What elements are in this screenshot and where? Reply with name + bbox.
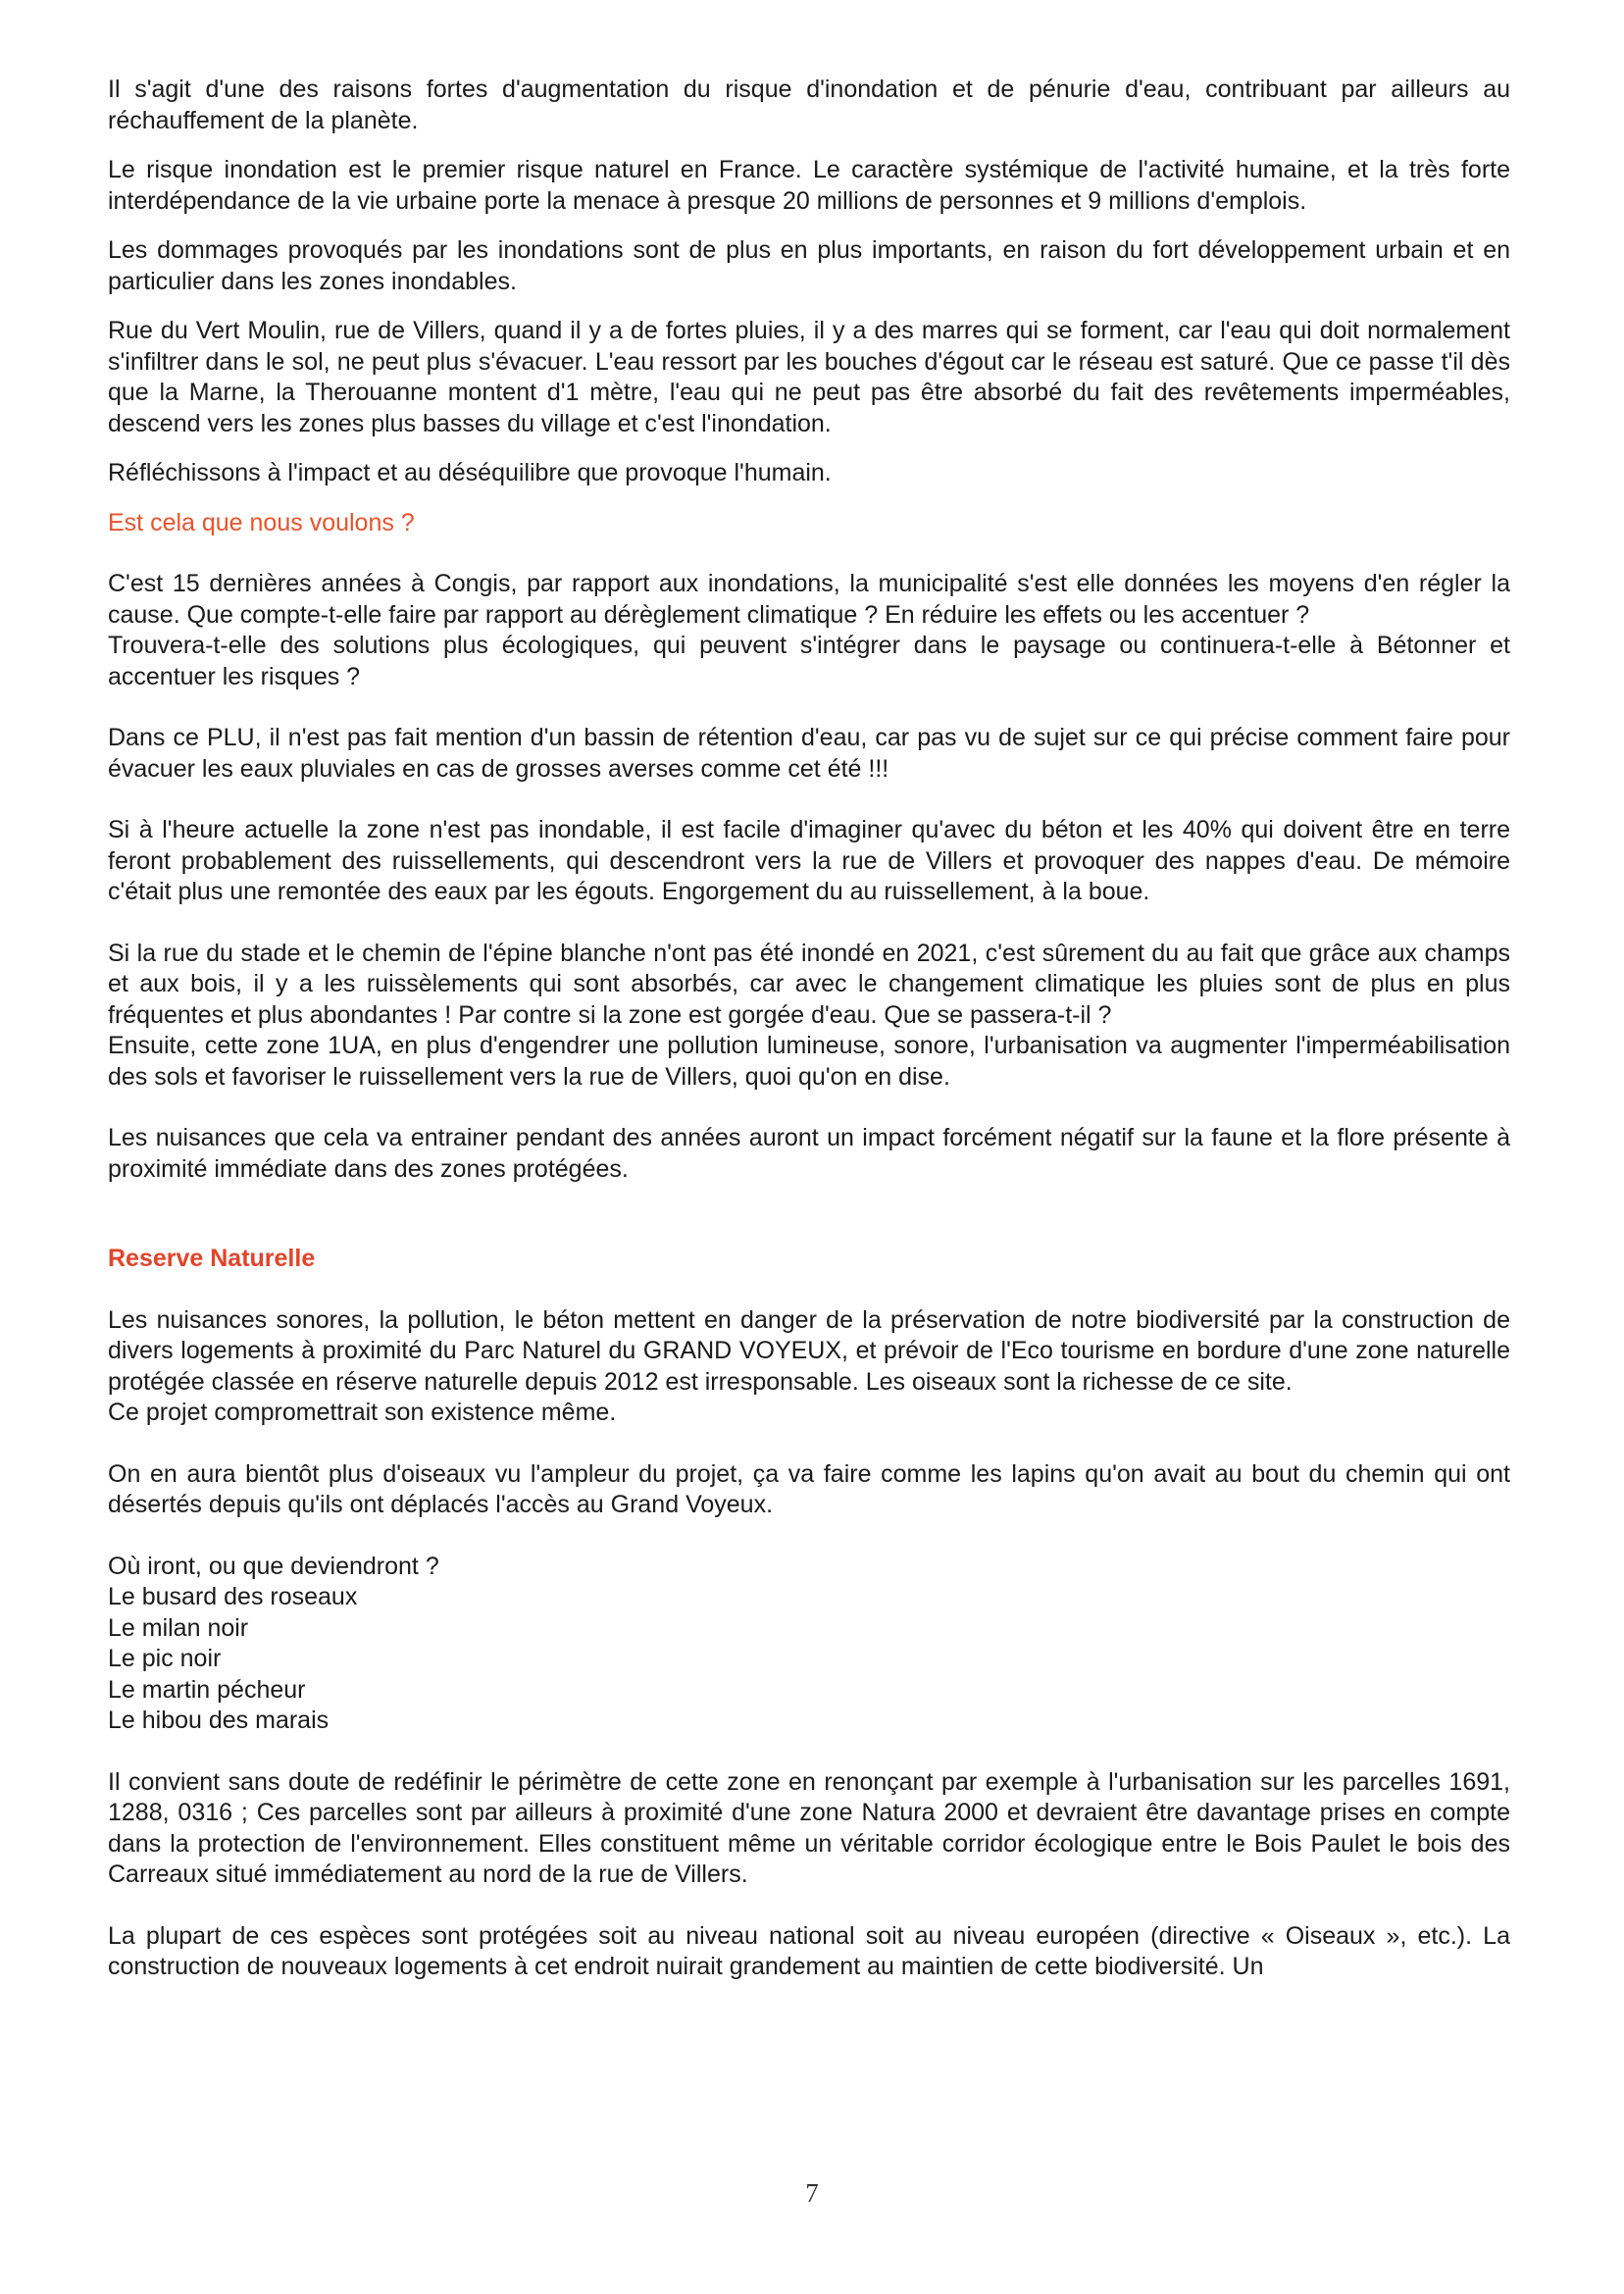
- paragraph: Ce projet compromettrait son existence même.: [108, 1399, 617, 1426]
- paragraph: Si à l'heure actuelle la zone n'est pas inondable, il est facile d'imaginer qu'avec du béton et les 40% qui doivent être en terre feront probablement des ruissellements, qui descendront vers la rue de Villers et provoquer des nappes d'eau. De mémoire c'était plus une remontée des eaux par les égouts. Engorgement du au ruissellement, à la boue.: [108, 816, 1510, 905]
- paragraph: Rue du Vert Moulin, rue de Villers, quand il y a de fortes pluies, il y a des marres qui se forment, car l'eau qui doit normalement s'infiltrer dans le sol, ne peut plus s'évacuer. L'eau ressort par les bouches d'égout car le réseau est saturé. Que ce passe t'il dès que la Marne, la Therouanne montent d'1 mètre, l'eau qui ne peut pas être absorbé du fait des revêtements imperméables, descend vers les zones plus basses du village et c'est l'inondation.: [108, 317, 1510, 437]
- bird-list: [108, 1552, 1510, 1737]
- list-item: Le martin pécheur: [108, 1675, 306, 1704]
- paragraph: On en aura bientôt plus d'oiseaux vu l'ampleur du projet, ça va faire comme les lapins qu'on avait au bout du chemin qui ont désertés depuis qu'ils ont déplacés l'accès au Grand Voyeux.: [108, 1459, 1510, 1518]
- paragraph: Dans ce PLU, il n'est pas fait mention d'un bassin de rétention d'eau, car pas vu de sujet sur ce qui précise comment faire pour évacuer les eaux pluviales en cas de grosses averses comme cet été !!!: [108, 724, 1510, 783]
- list-item: Le milan noir: [108, 1613, 249, 1642]
- section-heading-reserve-naturelle: Reserve Naturelle: [108, 1245, 316, 1272]
- page-number: 7: [805, 2178, 819, 2208]
- list-item: Le busard des roseaux: [108, 1583, 358, 1610]
- list-item: Le pic noir: [108, 1645, 222, 1672]
- paragraph: Les nuisances que cela va entrainer pendant des années auront un impact forcément négatif sur la faune et la flore présente à proximité immédiate dans des zones protégées.: [108, 1124, 1510, 1183]
- paragraph: Trouvera-t-elle des solutions plus écologiques, qui peuvent s'intégrer dans le paysage ou continuera-t-elle à Bétonner et accentuer les risques ?: [108, 632, 1510, 690]
- paragraph: Le risque inondation est le premier risque naturel en France. Le caractère systémique de l'activité humaine, et la très forte interdépendance de la vie urbaine porte la menace à presque 20 millions de personnes et 9 millions d'emplois.: [108, 156, 1510, 215]
- list-item: Le hibou des marais: [108, 1707, 330, 1734]
- list-item: Où iront, ou que deviendront ?: [108, 1552, 439, 1580]
- paragraph: C'est 15 dernières années à Congis, par rapport aux inondations, la municipalité s'est elle données les moyens d'en régler la cause. Que compte-t-elle faire par rapport au dérèglement climatique ? En réduire les effets ou les accentuer ?: [108, 570, 1510, 629]
- paragraph: Réfléchissons à l'impact et au déséquilibre que provoque l'humain.: [108, 459, 832, 486]
- paragraph: Si la rue du stade et le chemin de l'épine blanche n'ont pas été inondé en 2021, c'est sûrement du au fait que grâce aux champs et aux bois, il y a les ruissèlements qui sont absorbés, car avec le changement climatique les pluies sont de plus en plus fréquentes et plus abondantes ! Par contre si la zone est gorgée d'eau. Que se passera-t-il ?: [108, 939, 1510, 1029]
- document-body: [108, 75, 1510, 1983]
- paragraph: Les nuisances sonores, la pollution, le béton mettent en danger de la préservation de notre biodiversité par la construction de divers logements à proximité du Parc Naturel du GRAND VOYEUX, et prévoir de l'Eco tourisme en bordure d'une zone naturelle protégée classée en réserve naturelle depuis 2012 est irresponsable. Les oiseaux sont la richesse de ce site.: [108, 1305, 1510, 1396]
- section-heading-question: Est cela que nous voulons ?: [108, 508, 415, 536]
- paragraph: La plupart de ces espèces sont protégées soit au niveau national soit au niveau européen (directive « Oiseaux », etc.). La construction de nouveaux logements à cet endroit nuirait grandement au maintien de cette biodiversité. Un: [108, 1921, 1510, 1980]
- paragraph: Les dommages provoqués par les inondations sont de plus en plus importants, en raison du fort développement urbain et en particulier dans les zones inondables.: [108, 236, 1510, 295]
- paragraph: Il convient sans doute de redéfinir le périmètre de cette zone en renonçant par exemple à l'urbanisation sur les parcelles 1691, 1288, 0316 ; Ces parcelles sont par ailleurs à proximité d'une zone Natura 2000 et devraient être davantage prises en compte dans la protection de l'environnement. Elles constituent même un véritable corridor écologique entre le Bois Paulet le bois des Carreaux situé immédiatement au nord de la rue de Villers.: [108, 1767, 1510, 1888]
- paragraph: Ensuite, cette zone 1UA, en plus d'engendrer une pollution lumineuse, sonore, l'urbanisation va augmenter l'imperméabilisation des sols et favoriser le ruissellement vers la rue de Villers, quoi qu'on en dise.: [108, 1032, 1510, 1091]
- paragraph: Il s'agit d'une des raisons fortes d'augmentation du risque d'inondation et de pénurie d'eau, contribuant par ailleurs au réchauffement de la planète.: [108, 76, 1510, 134]
